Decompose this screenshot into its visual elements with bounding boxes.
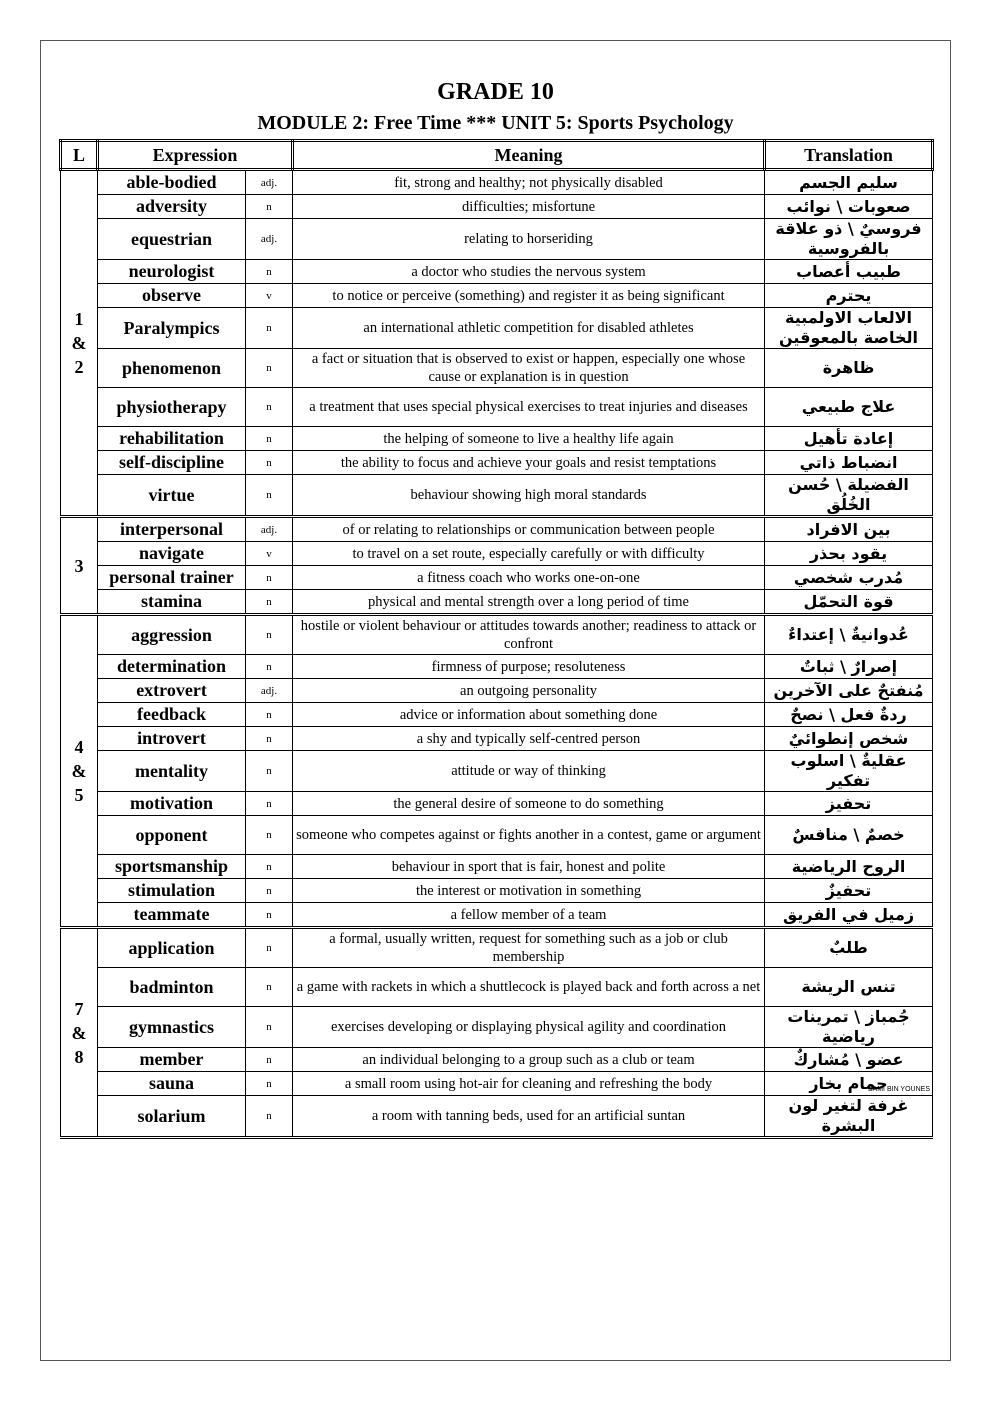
- meaning-cell: behaviour in sport that is fair, honest and polite: [293, 855, 765, 879]
- expression-cell: observe: [98, 284, 246, 308]
- lesson-label-line: &: [71, 333, 87, 353]
- table-row: [61, 388, 933, 427]
- expression-cell: Paralympics: [98, 308, 246, 349]
- pos-cell: adj.: [246, 517, 293, 542]
- meaning-cell: relating to horseriding: [293, 219, 765, 260]
- lesson-label-line: &: [71, 761, 87, 781]
- pos-cell: n: [246, 427, 293, 451]
- pos-cell: v: [246, 542, 293, 566]
- meaning-cell: firmness of purpose; resoluteness: [293, 655, 765, 679]
- table-row: [61, 260, 933, 284]
- translation-cell: عُدوانيةٌ \ إعتداءٌ: [765, 615, 933, 655]
- expression-cell: stamina: [98, 590, 246, 615]
- meaning-cell: a game with rackets in which a shuttlecock is played back and forth across a net: [293, 968, 765, 1007]
- lesson-group: [61, 615, 933, 928]
- expression-cell: interpersonal: [98, 517, 246, 542]
- translation-cell: صعوبات \ نوائب: [765, 195, 933, 219]
- expression-cell: adversity: [98, 195, 246, 219]
- translation-cell: عقليةٌ \ اسلوب تفكير: [765, 751, 933, 792]
- lesson-label-line: 5: [74, 785, 84, 805]
- table-row: [61, 679, 933, 703]
- table-row: [61, 727, 933, 751]
- translation-cell: خصمٌ \ منافسٌ: [765, 816, 933, 855]
- translation-cell: تحفيز: [765, 792, 933, 816]
- pos-cell: n: [246, 928, 293, 968]
- pos-cell: n: [246, 388, 293, 427]
- translation-cell: جُمباز \ تمرينات رياضية: [765, 1007, 933, 1048]
- expression-cell: sportsmanship: [98, 855, 246, 879]
- pos-cell: n: [246, 816, 293, 855]
- table-row: [61, 1007, 933, 1048]
- pos-cell: n: [246, 590, 293, 615]
- meaning-cell: an international athletic competition for disabled athletes: [293, 308, 765, 349]
- expression-cell: opponent: [98, 816, 246, 855]
- header-expression: Expression: [98, 141, 293, 170]
- translation-cell: قوة التحمّل: [765, 590, 933, 615]
- pos-cell: adj.: [246, 679, 293, 703]
- lesson-number: [61, 517, 98, 615]
- expression-cell: badminton: [98, 968, 246, 1007]
- table-row: [61, 590, 933, 615]
- meaning-cell: a small room using hot-air for cleaning and refreshing the body: [293, 1072, 765, 1096]
- pos-cell: n: [246, 727, 293, 751]
- table-row: [61, 928, 933, 968]
- table-header-row: [61, 141, 933, 170]
- lesson-group: [61, 928, 933, 1138]
- translation-cell: إعادة تأهيل: [765, 427, 933, 451]
- translation-cell: علاج طبيعي: [765, 388, 933, 427]
- meaning-cell: exercises developing or displaying physical agility and coordination: [293, 1007, 765, 1048]
- pos-cell: n: [246, 792, 293, 816]
- meaning-cell: a treatment that uses special physical exercises to treat injuries and diseases: [293, 388, 765, 427]
- translation-cell: الفضيلة \ حُسن الخُلُق: [765, 475, 933, 517]
- pos-cell: n: [246, 195, 293, 219]
- meaning-cell: physical and mental strength over a long period of time: [293, 590, 765, 615]
- meaning-cell: the ability to focus and achieve your goals and resist temptations: [293, 451, 765, 475]
- table-row: [61, 751, 933, 792]
- translation-cell: سليم الجسم: [765, 170, 933, 195]
- pos-cell: n: [246, 655, 293, 679]
- pos-cell: n: [246, 566, 293, 590]
- meaning-cell: an individual belonging to a group such as a club or team: [293, 1048, 765, 1072]
- expression-cell: determination: [98, 655, 246, 679]
- author-credit: SAMI BIN YOUNES: [867, 1086, 930, 1093]
- meaning-cell: a room with tanning beds, used for an artificial suntan: [293, 1096, 765, 1138]
- lesson-number: [61, 170, 98, 517]
- table-row: [61, 655, 933, 679]
- translation-cell: ردةٌ فعل \ نصحٌ: [765, 703, 933, 727]
- translation-cell: إصرارٌ \ ثباتٌ: [765, 655, 933, 679]
- module-title: MODULE 2: Free Time *** UNIT 5: Sports Psychology: [257, 112, 734, 134]
- pos-cell: n: [246, 1072, 293, 1096]
- meaning-cell: someone who competes against or fights another in a contest, game or argument: [293, 816, 765, 855]
- expression-cell: mentality: [98, 751, 246, 792]
- lesson-label-line: 7: [74, 998, 84, 1019]
- table-row: [61, 903, 933, 928]
- lesson-label-line: 3: [74, 555, 84, 576]
- translation-cell: الالعاب الاولمبية الخاصة بالمعوقين: [765, 308, 933, 349]
- pos-cell: n: [246, 1048, 293, 1072]
- lesson-number: [61, 928, 98, 1138]
- pos-cell: n: [246, 879, 293, 903]
- table-row: [61, 855, 933, 879]
- table-row: [61, 1048, 933, 1072]
- meaning-cell: a fact or situation that is observed to exist or happen, especially one whose cause or explanation is in question: [293, 349, 765, 388]
- table-row: [61, 308, 933, 349]
- translation-cell: طلبٌ: [765, 928, 933, 968]
- expression-cell: neurologist: [98, 260, 246, 284]
- table-row: [61, 1096, 933, 1138]
- expression-cell: rehabilitation: [98, 427, 246, 451]
- pos-cell: n: [246, 1096, 293, 1138]
- table-row: [61, 195, 933, 219]
- expression-cell: equestrian: [98, 219, 246, 260]
- expression-cell: gymnastics: [98, 1007, 246, 1048]
- vocabulary-table: [59, 139, 934, 1139]
- lesson-label-line: 4: [74, 737, 84, 757]
- translation-cell: عضو \ مُشاركٌ: [765, 1048, 933, 1072]
- meaning-cell: behaviour showing high moral standards: [293, 475, 765, 517]
- table-row: [61, 170, 933, 195]
- translation-cell: مُدرب شخصي: [765, 566, 933, 590]
- lesson-label-line: 2: [74, 357, 84, 377]
- lesson-group: [61, 170, 933, 517]
- table-row: [61, 451, 933, 475]
- translation-cell: فروسيٌ \ ذو علاقة بالفروسية: [765, 219, 933, 260]
- table-row: [61, 542, 933, 566]
- expression-cell: aggression: [98, 615, 246, 655]
- pos-cell: n: [246, 349, 293, 388]
- lesson-number: [61, 615, 98, 928]
- meaning-cell: the interest or motivation in something: [293, 879, 765, 903]
- meaning-cell: an outgoing personality: [293, 679, 765, 703]
- meaning-cell: to notice or perceive (something) and register it as being significant: [293, 284, 765, 308]
- meaning-cell: attitude or way of thinking: [293, 751, 765, 792]
- table-row: [61, 968, 933, 1007]
- expression-cell: member: [98, 1048, 246, 1072]
- expression-cell: able-bodied: [98, 170, 246, 195]
- pos-cell: v: [246, 284, 293, 308]
- expression-cell: introvert: [98, 727, 246, 751]
- meaning-cell: a fellow member of a team: [293, 903, 765, 928]
- pos-cell: adj.: [246, 219, 293, 260]
- table-row: [61, 219, 933, 260]
- expression-cell: application: [98, 928, 246, 968]
- expression-cell: extrovert: [98, 679, 246, 703]
- translation-cell: يقود بحذر: [765, 542, 933, 566]
- translation-cell: ظاهرة: [765, 349, 933, 388]
- meaning-cell: difficulties; misfortune: [293, 195, 765, 219]
- expression-cell: physiotherapy: [98, 388, 246, 427]
- translation-cell: زميل في الفريق: [765, 903, 933, 928]
- translation-cell: حمام بخار: [765, 1072, 933, 1096]
- expression-cell: solarium: [98, 1096, 246, 1138]
- lesson-label-line: 8: [74, 1046, 84, 1067]
- pos-cell: n: [246, 308, 293, 349]
- expression-cell: virtue: [98, 475, 246, 517]
- expression-cell: sauna: [98, 1072, 246, 1096]
- pos-cell: n: [246, 703, 293, 727]
- expression-cell: self-discipline: [98, 451, 246, 475]
- lesson-group: [61, 517, 933, 615]
- expression-cell: phenomenon: [98, 349, 246, 388]
- table-row: [61, 816, 933, 855]
- meaning-cell: a fitness coach who works one-on-one: [293, 566, 765, 590]
- translation-cell: طبيب أعصاب: [765, 260, 933, 284]
- pos-cell: n: [246, 903, 293, 928]
- expression-cell: teammate: [98, 903, 246, 928]
- translation-cell: انضباط ذاتي: [765, 451, 933, 475]
- pos-cell: n: [246, 615, 293, 655]
- meaning-cell: hostile or violent behaviour or attitudes towards another; readiness to attack or confront: [293, 615, 765, 655]
- translation-cell: تحفيزٌ: [765, 879, 933, 903]
- table-row: [61, 792, 933, 816]
- expression-cell: stimulation: [98, 879, 246, 903]
- meaning-cell: of or relating to relationships or communication between people: [293, 517, 765, 542]
- table-row: [61, 703, 933, 727]
- meaning-cell: a shy and typically self-centred person: [293, 727, 765, 751]
- lesson-label-line: 1: [74, 309, 84, 329]
- expression-cell: personal trainer: [98, 566, 246, 590]
- header-translation: Translation: [765, 141, 933, 170]
- pos-cell: n: [246, 475, 293, 517]
- table-row: [61, 475, 933, 517]
- table-row: [61, 427, 933, 451]
- translation-cell: بين الافراد: [765, 517, 933, 542]
- table-row: [61, 517, 933, 542]
- translation-cell: شخص إنطوائيٌ: [765, 727, 933, 751]
- table-row: [61, 566, 933, 590]
- table-row: [61, 615, 933, 655]
- pos-cell: n: [246, 451, 293, 475]
- translation-cell: الروح الرياضية: [765, 855, 933, 879]
- translation-cell: مُنفتحٌ على الآخرين: [765, 679, 933, 703]
- pos-cell: adj.: [246, 170, 293, 195]
- meaning-cell: fit, strong and healthy; not physically disabled: [293, 170, 765, 195]
- translation-cell: يحترم: [765, 284, 933, 308]
- pos-cell: n: [246, 260, 293, 284]
- lesson-label-line: &: [71, 1022, 87, 1043]
- meaning-cell: a formal, usually written, request for something such as a job or club membership: [293, 928, 765, 968]
- meaning-cell: to travel on a set route, especially carefully or with difficulty: [293, 542, 765, 566]
- header-meaning: Meaning: [293, 141, 765, 170]
- table-row: [61, 284, 933, 308]
- pos-cell: n: [246, 1007, 293, 1048]
- header-lesson: L: [61, 141, 98, 170]
- expression-cell: motivation: [98, 792, 246, 816]
- table-row: [61, 349, 933, 388]
- meaning-cell: advice or information about something done: [293, 703, 765, 727]
- meaning-cell: the helping of someone to live a healthy life again: [293, 427, 765, 451]
- pos-cell: n: [246, 751, 293, 792]
- translation-cell: غرفة لتغير لون البشرة: [765, 1096, 933, 1138]
- translation-cell: تنس الريشة: [765, 968, 933, 1007]
- pos-cell: n: [246, 968, 293, 1007]
- grade-title: GRADE 10: [437, 79, 554, 105]
- table-row: [61, 879, 933, 903]
- meaning-cell: a doctor who studies the nervous system: [293, 260, 765, 284]
- expression-cell: navigate: [98, 542, 246, 566]
- meaning-cell: the general desire of someone to do something: [293, 792, 765, 816]
- pos-cell: n: [246, 855, 293, 879]
- expression-cell: feedback: [98, 703, 246, 727]
